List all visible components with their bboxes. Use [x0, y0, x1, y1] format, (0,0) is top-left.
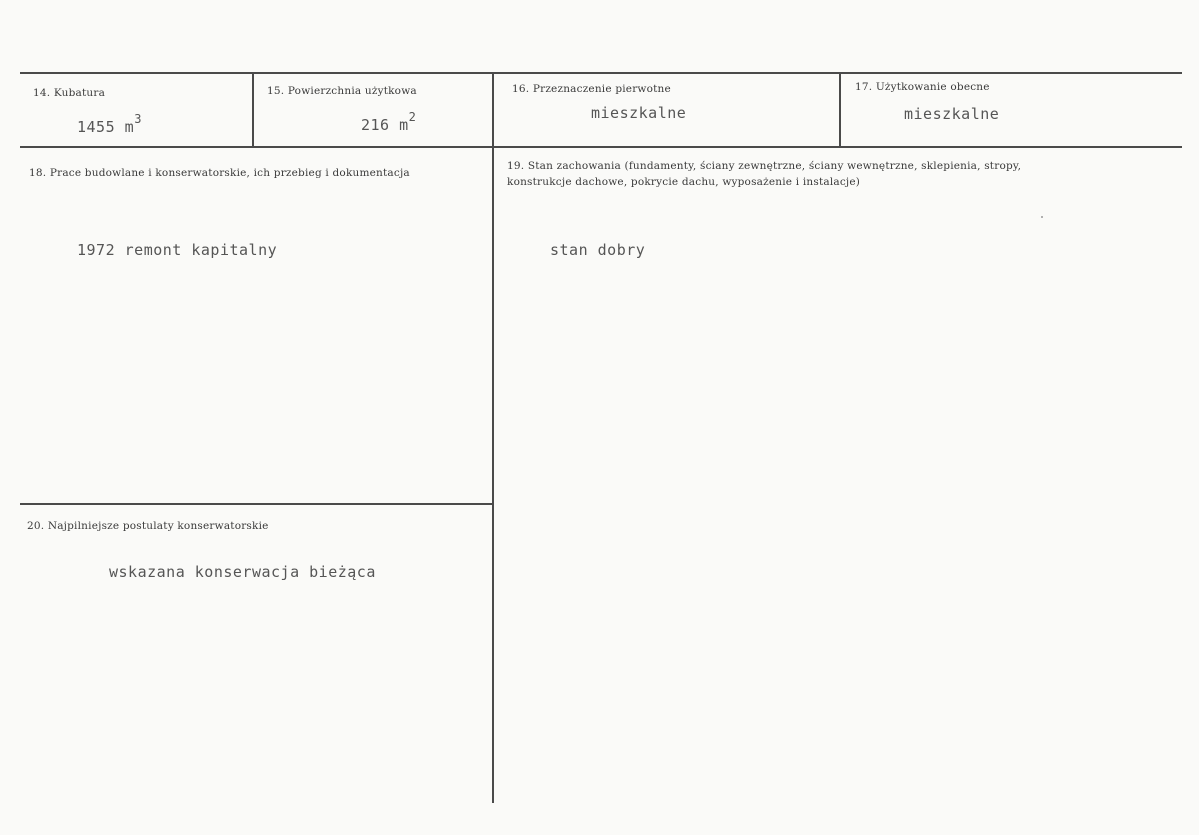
scan-speck	[1041, 216, 1043, 218]
volume-exponent: 3	[134, 112, 142, 126]
field-16-label: 16. Przeznaczenie pierwotne	[512, 83, 671, 95]
field-15-label: 15. Powierzchnia użytkowa	[267, 85, 417, 97]
field-20-value: wskazana konserwacja bieżąca	[109, 563, 376, 581]
top-rule	[20, 72, 1182, 74]
column-divider-1	[252, 72, 254, 148]
volume-number: 1455	[77, 118, 116, 136]
field-16-value: mieszkalne	[591, 104, 687, 122]
column-divider-3	[839, 72, 841, 148]
row-divider	[20, 146, 1182, 148]
field-19-label: 19. Stan zachowania (fundamenty, ściany zewnętrzne, ściany wewnętrzne, sklepienia, stropy, konstrukcje dachowe, pokrycie dachu, wyposażenie i instalacje)	[507, 160, 1022, 188]
volume-unit: m	[124, 118, 135, 136]
field-18-label: 18. Prace budowlane i konserwatorskie, ich przebieg i dokumentacja	[29, 167, 410, 179]
field-18-value: 1972 remont kapitalny	[77, 241, 278, 259]
field-14-value	[77, 112, 142, 136]
field-17-value: mieszkalne	[904, 105, 1000, 123]
column-divider-2	[492, 72, 494, 803]
field-20-label: 20. Najpilniejsze postulaty konserwatorskie	[27, 520, 269, 532]
area-exponent: 2	[408, 110, 417, 124]
field-15-value	[361, 110, 417, 134]
field-19-value: stan dobry	[550, 241, 646, 259]
area-unit: m	[399, 116, 409, 134]
field-17-label: 17. Użytkowanie obecne	[855, 81, 990, 93]
area-number: 216	[361, 116, 390, 134]
field-14-label: 14. Kubatura	[33, 87, 106, 99]
section-divider	[20, 503, 492, 505]
